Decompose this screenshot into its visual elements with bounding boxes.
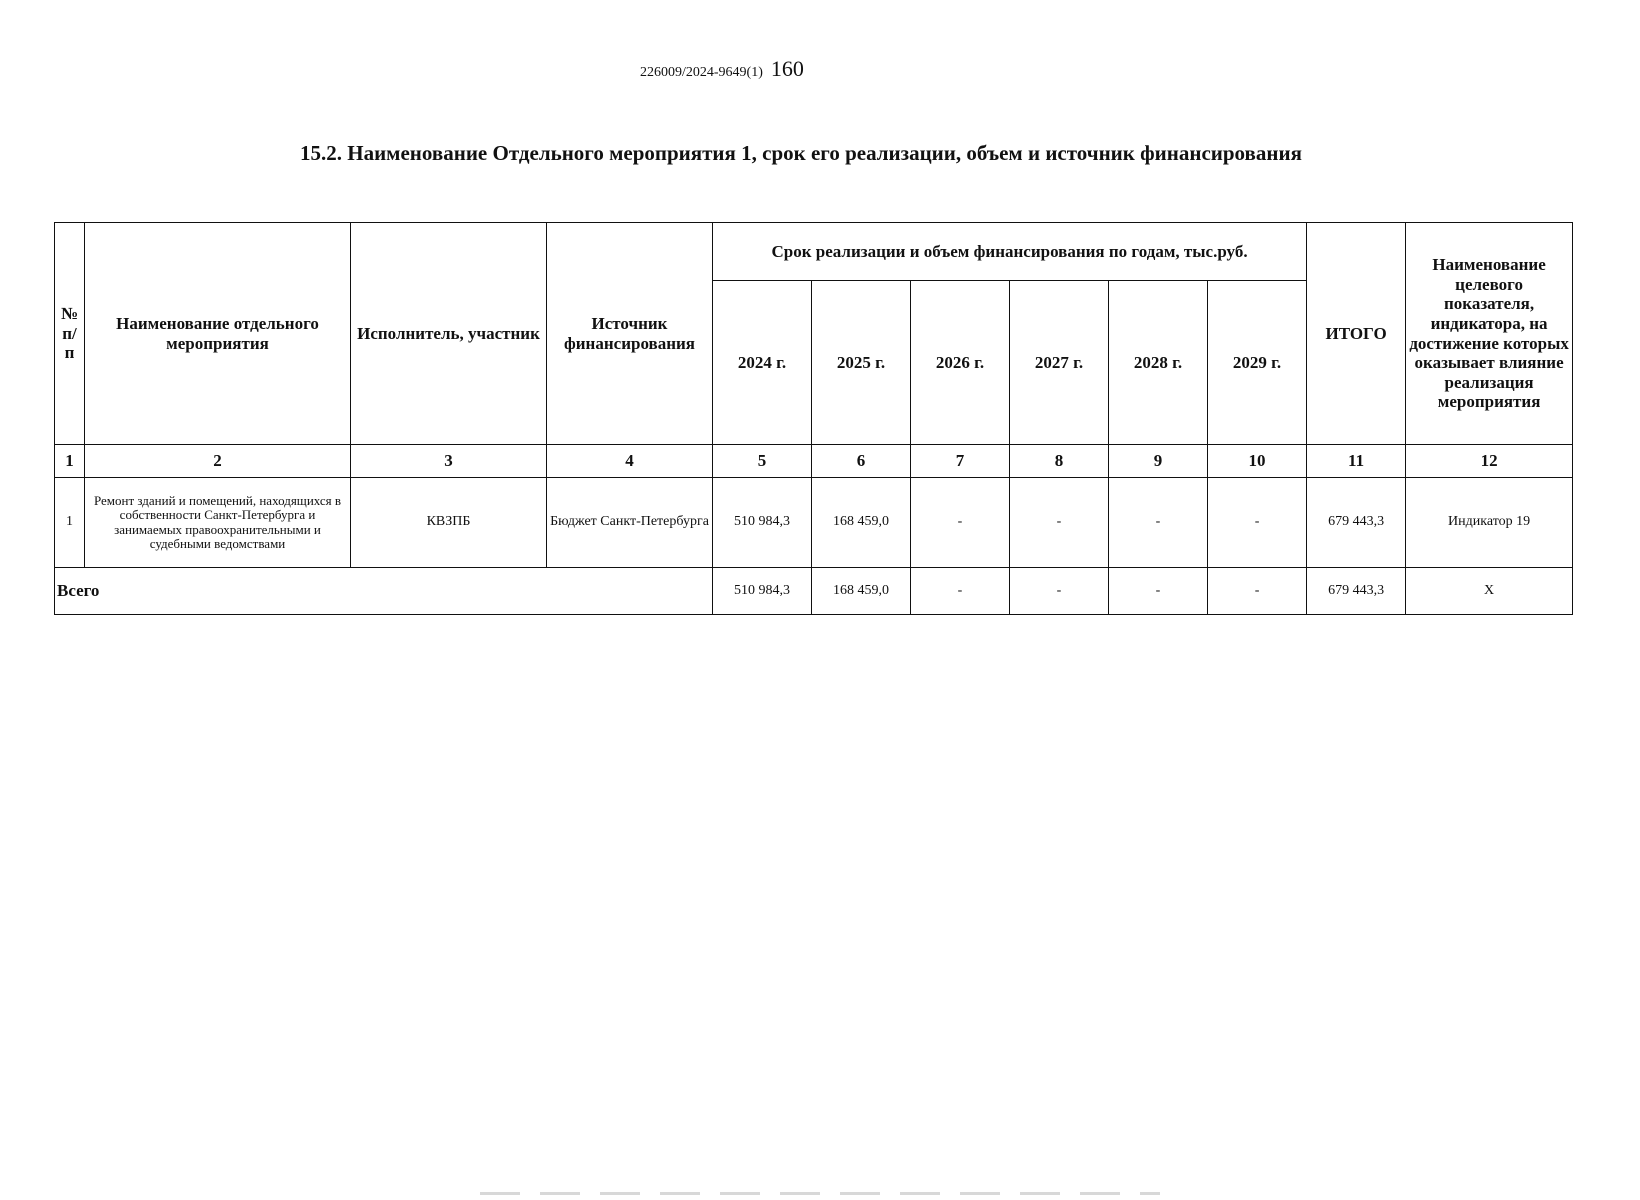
total-label: Всего: [55, 568, 713, 615]
header-source: Источник финансирования: [547, 223, 713, 445]
column-number: 12: [1406, 445, 1573, 478]
row-year-value: -: [1109, 478, 1208, 568]
column-number-row: [55, 445, 1573, 478]
column-number: 4: [547, 445, 713, 478]
total-row: [55, 568, 1573, 615]
row-year-value: -: [911, 478, 1010, 568]
document-reference: [640, 56, 804, 82]
column-number: 1: [55, 445, 85, 478]
column-number: 5: [713, 445, 812, 478]
header-indicator: Наименование целевого показателя, индикатора, на достижение которых оказывает влияние реализация мероприятия: [1406, 223, 1573, 445]
header-year: 2024 г.: [713, 281, 812, 445]
column-number: 2: [85, 445, 351, 478]
row-year-value: -: [1010, 478, 1109, 568]
doc-ref-number: 226009/2024-9649(1): [640, 65, 763, 80]
header-year: 2025 г.: [812, 281, 911, 445]
total-sum: 679 443,3: [1307, 568, 1406, 615]
row-year-value: 510 984,3: [713, 478, 812, 568]
row-year-value: -: [1208, 478, 1307, 568]
page-number: 160: [770, 56, 804, 81]
total-year-value: -: [911, 568, 1010, 615]
row-indicator: Индикатор 19: [1406, 478, 1573, 568]
column-number: 11: [1307, 445, 1406, 478]
header-year: 2026 г.: [911, 281, 1010, 445]
column-number: 10: [1208, 445, 1307, 478]
column-number: 3: [351, 445, 547, 478]
column-number: 6: [812, 445, 911, 478]
total-year-value: -: [1208, 568, 1307, 615]
total-year-value: -: [1010, 568, 1109, 615]
total-year-value: 510 984,3: [713, 568, 812, 615]
row-executor: КВЗПБ: [351, 478, 547, 568]
header-year: 2027 г.: [1010, 281, 1109, 445]
header-executor: Исполнитель, участник: [351, 223, 547, 445]
total-year-value: 168 459,0: [812, 568, 911, 615]
header-year: 2028 г.: [1109, 281, 1208, 445]
header-name: Наименование отдельного мероприятия: [85, 223, 351, 445]
row-total: 679 443,3: [1307, 478, 1406, 568]
row-num: 1: [55, 478, 85, 568]
row-year-value: 168 459,0: [812, 478, 911, 568]
table-row: [55, 478, 1573, 568]
row-source: Бюджет Санкт-Петербурга: [547, 478, 713, 568]
section-title: 15.2. Наименование Отдельного мероприятия 1, срок его реализации, объем и источник финансирования: [300, 141, 1302, 165]
total-year-value: -: [1109, 568, 1208, 615]
header-total: ИТОГО: [1307, 223, 1406, 445]
row-activity-name: Ремонт зданий и помещений, находящихся в собственности Санкт-Петербурга и занимаемых правоохранительными и судебными ведомствами: [85, 478, 351, 568]
column-number: 8: [1010, 445, 1109, 478]
total-indicator: X: [1406, 568, 1573, 615]
header-period-group: Срок реализации и объем финансирования по годам, тыс.руб.: [713, 223, 1307, 281]
scan-artifact-line: [480, 1192, 1160, 1195]
header-num: № п/п: [55, 223, 85, 445]
column-number: 7: [911, 445, 1010, 478]
column-number: 9: [1109, 445, 1208, 478]
financing-table: [54, 222, 1573, 615]
header-year: 2029 г.: [1208, 281, 1307, 445]
